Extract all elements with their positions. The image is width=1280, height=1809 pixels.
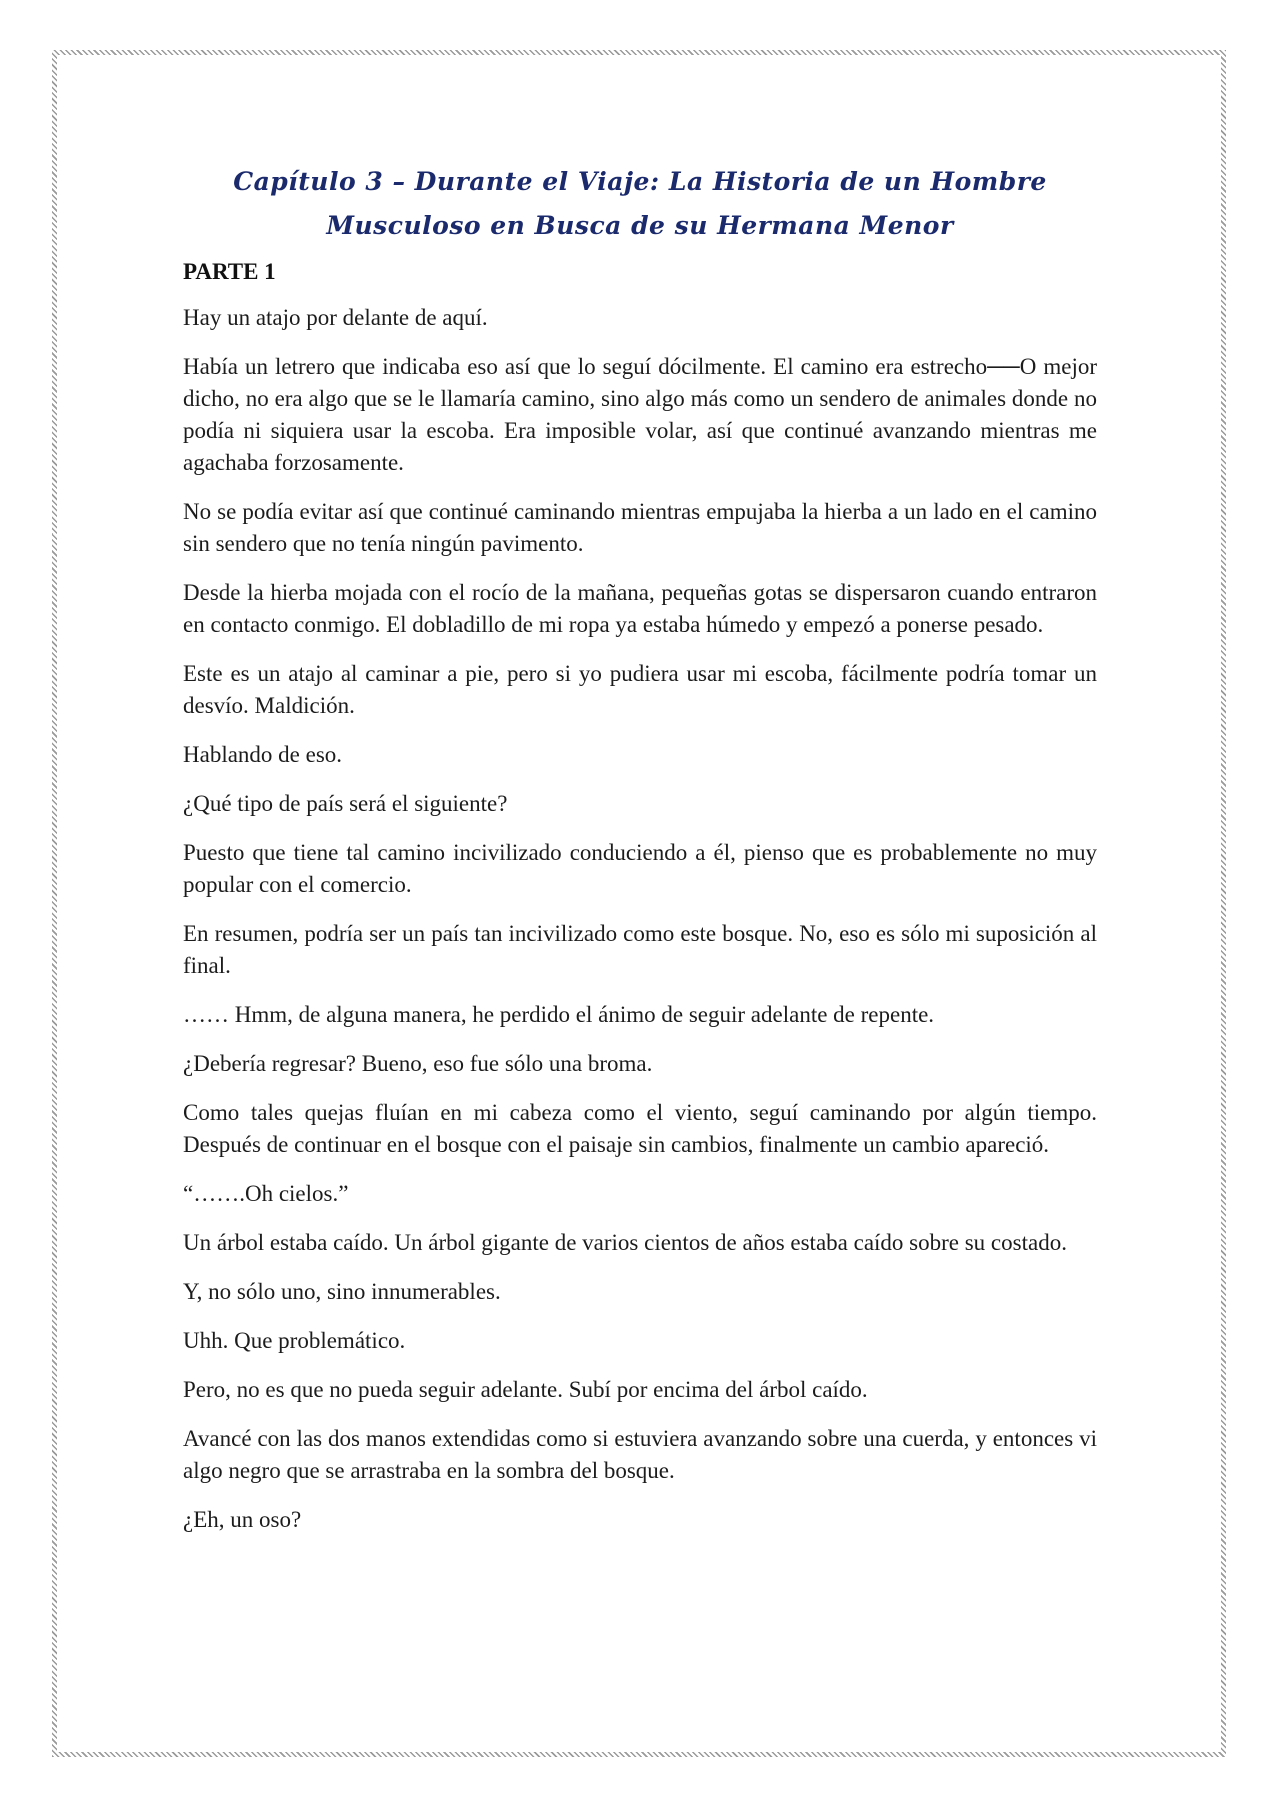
paragraph: ¿Qué tipo de país será el siguiente? [183, 791, 508, 816]
part-heading: PARTE 1 [183, 259, 276, 284]
paragraph: Uhh. Que problemático. [183, 1328, 406, 1353]
document-body [183, 160, 1097, 1553]
paragraph: Pero, no es que no pueda seguir adelante. Subí por encima del árbol caído. [183, 1377, 868, 1402]
chapter-title [183, 160, 1097, 248]
paragraph: “…….Oh cielos.” [183, 1181, 349, 1206]
chapter-title-line-1: Capítulo 3 – Durante el Viaje: La Historia de un Hombre [233, 167, 1047, 196]
paragraph: En resumen, podría ser un país tan incivilizado como este bosque. No, eso es sólo mi suposición al final. [183, 921, 1097, 978]
paragraph: ¿Debería regresar? Bueno, eso fue sólo una broma. [183, 1051, 653, 1076]
paragraph: …… Hmm, de alguna manera, he perdido el ánimo de seguir adelante de repente. [183, 1002, 935, 1027]
paragraph: Este es un atajo al caminar a pie, pero si yo pudiera usar mi escoba, fácilmente podría tomar un desvío. Maldición. [183, 661, 1097, 718]
paragraph: ¿Eh, un oso? [183, 1507, 302, 1532]
paragraph: Puesto que tiene tal camino incivilizado conduciendo a él, pienso que es probablemente no muy popular con el comercio. [183, 840, 1097, 897]
paragraph: Como tales quejas fluían en mi cabeza como el viento, seguí caminando por algún tiempo. Después de continuar en el bosque con el paisaje sin cambios, finalmente un cambio apareció. [183, 1100, 1097, 1157]
paragraph: Y, no sólo uno, sino innumerables. [183, 1279, 501, 1304]
paragraph: Hay un atajo por delante de aquí. [183, 305, 488, 330]
paragraph: No se podía evitar así que continué caminando mientras empujaba la hierba a un lado en el camino sin sendero que no tenía ningún pavimento. [183, 499, 1097, 556]
paragraph: Desde la hierba mojada con el rocío de la mañana, pequeñas gotas se dispersaron cuando entraron en contacto conmigo. El dobladillo de mi ropa ya estaba húmedo y empezó a ponerse pesado. [183, 580, 1097, 637]
paragraph: Avancé con las dos manos extendidas como si estuviera avanzando sobre una cuerda, y entonces vi algo negro que se arrastraba en la sombra del bosque. [183, 1426, 1097, 1483]
paragraph: Había un letrero que indicaba eso así que lo seguí dócilmente. El camino era estrecho──O mejor dicho, no era algo que se le llamaría camino, sino algo más como un sendero de animales donde no podía ni siquiera usar la escoba. Era imposible volar, así que continué avanzando mientras me agachaba forzosamente. [183, 354, 1097, 475]
paragraph: Un árbol estaba caído. Un árbol gigante de varios cientos de años estaba caído sobre su costado. [183, 1230, 1067, 1255]
chapter-title-line-2: Musculoso en Busca de su Hermana Menor [326, 211, 954, 240]
paragraph: Hablando de eso. [183, 742, 343, 767]
